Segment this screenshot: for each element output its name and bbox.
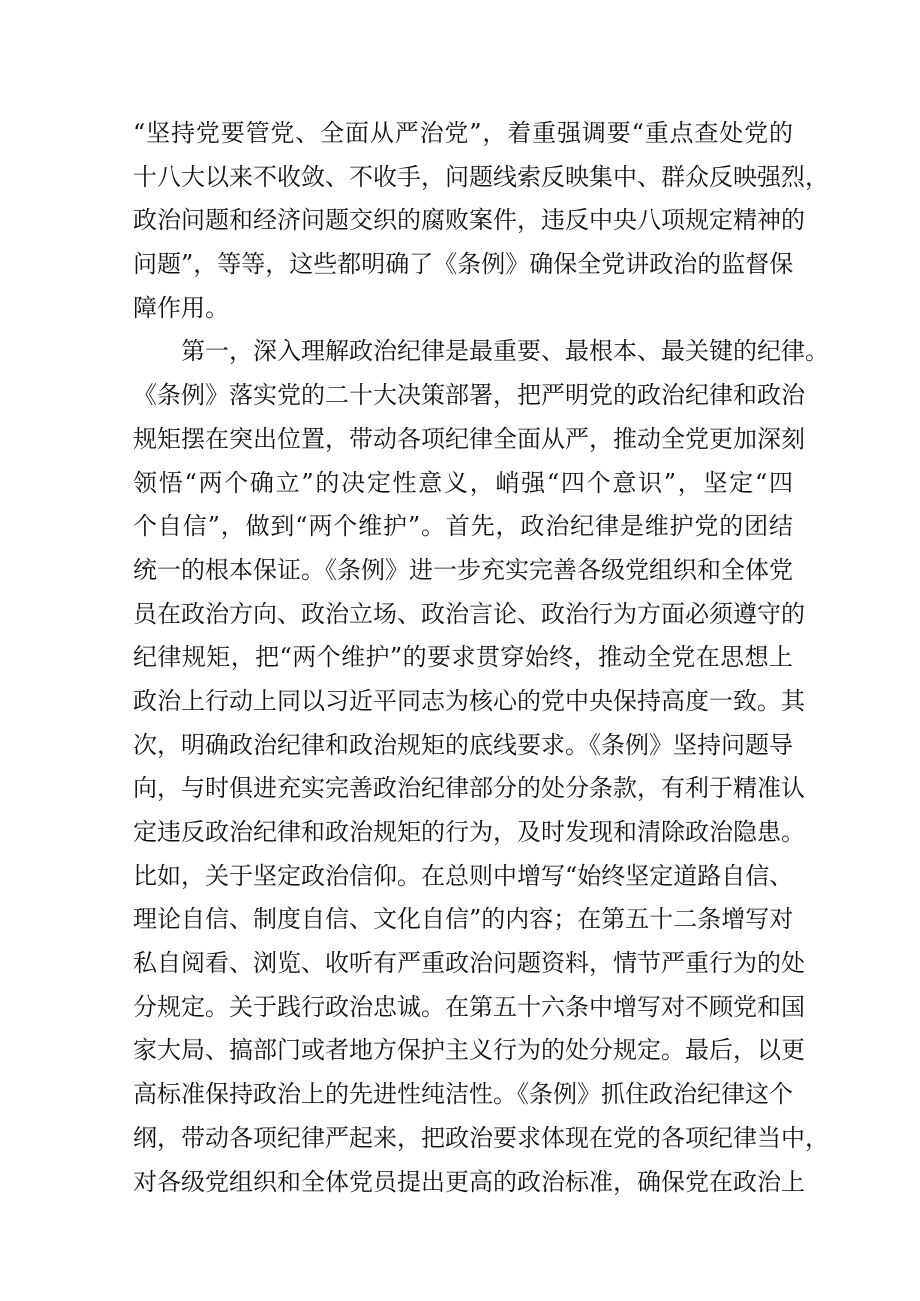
text-line: 员在政治方向、政治立场、政治言论、政治行为方面必须遵守的 (133, 599, 805, 628)
text-line: 对各级党组织和全体党员提出更高的政治标准，确保党在政治上 (133, 1167, 805, 1196)
text-line: 定违反政治纪律和政治规矩的行为，及时发现和清除政治隐患。 (133, 818, 805, 846)
document-body (133, 112, 829, 1204)
text-line: 问题”，等等，这些都明确了《条例》确保全党讲政治的监督保 (133, 250, 794, 279)
text-line: 纲，带动各项纪律严起来，把政治要求体现在党的各项纪律当中， (133, 1123, 829, 1152)
text-line: 私自阅看、浏览、收听有严重政治问题资料，情节严重行为的处 (133, 949, 805, 978)
text-line: 第一，深入理解政治纪律是最重要、最根本、最关键的纪律。 (133, 337, 829, 366)
text-line: “坚持党要管党、全面从严治党”，着重强调要“重点查处党的 (133, 119, 793, 147)
text-line: 向，与时俱进充实完善政治纪律部分的处分条款，有利于精准认 (133, 774, 805, 803)
text-line: 家大局、搞部门或者地方保护主义行为的处分规定。最后，以更 (133, 1036, 805, 1065)
text-line: 分规定。关于践行政治忠诚。在第五十六条中增写对不顾党和国 (133, 992, 805, 1021)
text-line: 规矩摆在突出位置，带动各项纪律全面从严，推动全党更加深刻 (133, 424, 805, 453)
text-line: 比如，关于坚定政治信仰。在总则中增写“始终坚定道路自信、 (133, 861, 794, 890)
text-line: 个自信”，做到“两个维护”。首先，政治纪律是维护党的团结 (133, 512, 793, 541)
text-line: 政治上行动上同以习近平同志为核心的党中央保持高度一致。其 (133, 686, 805, 715)
text-line: 《条例》落实党的二十大决策部署，把严明党的政治纪律和政治 (133, 381, 805, 410)
text-line: 统一的根本保证。《条例》进一步充实完善各级党组织和全体党 (133, 555, 793, 584)
text-line: 政治问题和经济问题交织的腐败案件，违反中央八项规定精神的 (133, 206, 805, 235)
text-line: 理论自信、制度自信、文化自信”的内容；在第五十二条增写对 (133, 905, 794, 934)
text-line: 纪律规矩，把“两个维护”的要求贯穿始终，推动全党在思想上 (133, 643, 793, 672)
text-line: 高标准保持政治上的先进性纯洁性。《条例》抓住政治纪律这个 (133, 1080, 793, 1109)
text-line: 次，明确政治纪律和政治规矩的底线要求。《条例》坚持问题导 (133, 730, 793, 759)
text-line: 领悟“两个确立”的决定性意义，峭强“四个意识”，坚定“四 (133, 468, 793, 497)
text-line: 障作用。 (133, 293, 229, 322)
text-line: 十八大以来不收敛、不收手，问题线索反映集中、群众反映强烈， (133, 162, 829, 191)
